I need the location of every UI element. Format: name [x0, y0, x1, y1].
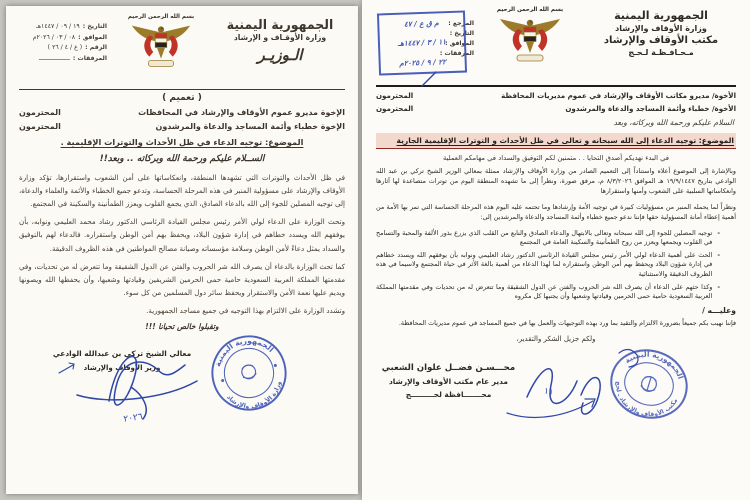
honorific: المحترمون — [19, 122, 61, 131]
dash-marker: - — [717, 228, 720, 237]
office-title: الـوزيـر — [257, 46, 303, 64]
stamp-bottom-text: مكتب الأوقاف والإرشاد ـ لحج — [614, 380, 680, 418]
subject-line-highlighted: الموضوع: توجيه الدعاء إلى الله سبحانه و تعالى في ظل الأحداث و التوترات الإقليمية الجارية — [376, 133, 736, 149]
field-value: ٠٨ / ٠٣ / ٢٠٢٦م — [32, 33, 76, 41]
field-corresponding — [19, 34, 107, 41]
field-label: التاريخ : — [82, 23, 107, 30]
reference-fields — [19, 14, 107, 65]
closing-paragraph: فإننا نهيب بكم جميعاً بضرورة الالتزام والتقيد بما ورد بهذه التوجيهات والعمل بها في جميع المساجد في عموم مديريات المحافظة. — [398, 318, 736, 327]
thanks-line: ولكم جزيل الشكر والتقدير، — [516, 334, 596, 343]
field-attachments — [19, 55, 107, 62]
field-label: المرفقات : — [72, 54, 107, 62]
body-paragraph: وتحث الوزارة على الدعاء لولي الأمر رئيس مجلس القيادة الرئاسي الدكتور رشاد محمد العليمي ونوابه، بأن يوفقهم الله ويسدد خطاهم في إدارة شؤون البلاد، ويحفظ بهم أمن الوطن واستقراره. فالدعاء لهم بالتوفيق والسداد يمثل دعاءً لأمن الوطن وسلامة مؤسساته وصيانة مصالح المواطنين في هذه الظروف الدقيقة. — [19, 217, 345, 253]
yemen-eagle-emblem-icon — [498, 13, 562, 67]
honorific: المحترمون — [376, 104, 414, 113]
letterhead-titles — [215, 14, 345, 64]
page-ministry-circular — [6, 6, 358, 494]
subject-line: الموضوع: توجيه الدعاء في ظل الأحداث والتوترات الإقليمية . — [60, 137, 304, 147]
letterhead — [376, 7, 736, 85]
handwritten-year: ٢٠٢٦ — [122, 412, 144, 425]
list-item — [376, 283, 720, 302]
list-item-text: توجيه المصلين للجوء إلى الله سبحانه وتعالى بالابتهال والدعاء الصادق والنابع من القلب الذي يزرع بذور الألفة والمحبة والتسامح في القلوب ويجمعها ويعزز من روح الطمأنينة والسكينة العامة في المجتمع — [376, 228, 713, 247]
list-item-text: وكذا حثهم على الدعاء أن يصرف الله شر الحروب والفتن عن الدول الشقيقة وما تتعرض له من تحديات وفي مقدمتها المملكة العربية السعودية حامية حمى الحرمين وقيادتها وشعبها وأن يجنبها كل مكروه — [376, 282, 713, 301]
field-label: الرقم : — [85, 44, 107, 51]
addressee-row — [19, 108, 345, 117]
field-label: الموافق : — [78, 33, 107, 41]
bismillah-calligraphy: بسم الله الرحمن الرحيم — [127, 14, 195, 20]
field-value: ( ع / ٤ / ٢٦ ) — [47, 44, 83, 51]
handwritten-slash-mark — [414, 71, 444, 87]
dash-marker: - — [717, 282, 720, 291]
page-lahij-office-letter — [362, 0, 750, 500]
addressee-row — [19, 122, 345, 131]
emblem-block — [474, 7, 586, 71]
ministry-name: وزارة الأوقاف والإرشاد — [615, 24, 707, 33]
yemen-eagle-emblem-icon — [130, 20, 192, 72]
signatory-title: مدير عام مكتب الأوقاف والإرشاد — [388, 376, 508, 386]
field-label: التاريخ : — [449, 30, 474, 37]
stamp-bottom-text: وزارة الأوقاف والإرشاد — [225, 380, 283, 411]
closing-phrase: وتقبلوا خالص تحيانا !!! — [145, 322, 219, 332]
body-paragraph: وتشدد الوزارة على الالتزام بهذا التوجيه في جميع مساجد الجمهورية. — [146, 305, 345, 315]
body-paragraph: ونظراً لما يحمله المنبر من مسؤوليات كبيرة في توجيه الأمة وإرشادها وما تحتمه عليه اليوم هذه المرحلة الحساسة التي تمر بها الأمة من أهمية إعطاء أمانة المسؤولية حقها فإننا ندعو جميع خطباء وأئمة المساجد والدعاة والمرشدين إلى: — [376, 202, 736, 221]
signature-block — [376, 345, 736, 431]
therefore-label: وعليـــه / — [702, 305, 736, 315]
bismillah-calligraphy: بسم الله الرحمن الرحيم — [496, 7, 564, 13]
field-value: ـــــــــــــــــ — [39, 54, 70, 62]
handwritten-gregorian-date: ٢٢ / ٩ / ٢٠٢٥م — [399, 56, 447, 68]
emblem-block — [107, 14, 215, 76]
salutation: السلام عليكم ورحمة الله وبركاته، وبعد — [613, 118, 734, 127]
addressee-row — [376, 91, 736, 100]
list-item — [376, 251, 720, 280]
handwritten-number: ١١ — [542, 386, 555, 398]
field-date — [19, 23, 107, 30]
body-paragraph: في ظل الأحداث والتوترات التي تشهدها المنطقة، وانعكاساتها على أمن الشعوب واستقرارها، تؤكد وزارة الأوقاف والإرشاد على مسؤولية المنبر في هذه المرحلة الحساسة، وتدعو جميع الخطباء والأئمة والعلماء والدعاة، إلى توجيه المصلين للجوء إلى الله بالدعاء الصادق، الذي يجمع القلوب ويعزز الطمأنينة والسكينة في المجتمع. — [19, 173, 345, 209]
honorific: المحترمون — [376, 91, 414, 100]
header-divider — [19, 89, 345, 90]
stamp-top-text: الجمهورية اليمنية — [622, 349, 686, 380]
list-item-text: الحث على أهمية الدعاء لولي الأمر رئيس مجلس القيادة الرئاسي الدكتور رشاد العليمي ونوابه بأن يوفقهم الله ويسدد خطاهم في إدارة شؤون البلاد ويحفظ بهم أمن الوطن واستقراره لما لهذا الدعاء من أهمية بالغة الأثر في حياة المجتمع ولاسيما في هذه الظروف الدقيقة والاستثنائية — [376, 250, 713, 279]
field-value: ١٩ / ٠٩ / ١٤٤٧هـ — [35, 23, 80, 30]
field-label: الموافق : — [445, 40, 474, 47]
signatory-title: وزير الأوقاف والإرشاد — [83, 364, 161, 373]
handwritten-reference: م ق ع / ٤٧ — [403, 18, 439, 29]
signature-block — [19, 333, 345, 425]
dash-marker: - — [717, 250, 720, 259]
list-item — [376, 229, 720, 248]
reference-fields — [376, 7, 474, 85]
circular-label: ( تعميم ) — [162, 93, 202, 103]
addressee-text: الأخوة/ مديرو مكاتب الأوقاف والإرشاد في عموم مديريات المحافظة — [501, 91, 736, 100]
honorific: المحترمون — [19, 108, 61, 117]
director-signature-scribble — [491, 339, 651, 431]
republic-name: الجمهورية اليمنية — [614, 9, 708, 22]
addressee-row — [376, 104, 736, 113]
addressee-text: الإخوة خطباء وأئمة المساجد والدعاة والمرشدون — [155, 122, 345, 131]
signatory-name: معالي الشيخ تركي بن عبدالله الوادعي — [52, 349, 192, 359]
stamp-top-text: الجمهورية اليمنية — [213, 336, 276, 368]
handwritten-hijri-date: ١١ / ٣ / ١٤٤٧هـ — [397, 37, 447, 49]
body-paragraph: وبالإشارة إلى الموضوع أعلاه واستناداً إلى التعميم الصادر من وزارة الأوقاف والإرشاد ممثلة بمعالي الوزير الشيخ تركي بن عبد الله الوادعي بتاريخ ١٩/٩/١٤٤٧ هـ الموافق ٨/٣/٢٠٢٦ م، مرفق صورة، ونظراً إلى ما تشهده المنطقة اليوم من توترات متصاعدة لها آثارها وانعكاساتها السلبية على الشعوب وأمنها واستقرارها — [376, 167, 736, 195]
minister-signature-scribble — [47, 335, 247, 425]
directives-list — [376, 229, 736, 302]
field-label: المرجع : — [448, 20, 474, 27]
governorate-name: مـحـافـظـة لـحـج — [628, 48, 694, 57]
handwritten-reference-box — [377, 10, 467, 75]
field-label: المرفقات : — [439, 50, 474, 57]
republic-name: الجمهورية اليمنية — [226, 16, 334, 33]
addressee-text: الأخوة/ خطباء وأئمة المساجد والدعاة والمرشدون — [565, 104, 736, 113]
body-paragraph: كما تحث الوزارة بالدعاء أن يصرف الله شر الحروب والفتن عن الدول الشقيقة وما تتعرض له من تحديات، وفي مقدمتها المملكة العربية السعودية حامية حمى الحرمين الشريفين وقيادتها وشعبها، وأن يحفظها الله ويصونها ويديم عليها نعمة الأمن والاستقرار ويحفظ سائر دول المسلمين من كل سوء. — [19, 261, 345, 297]
addressee-text: الإخوة مديرو عموم الأوقاف والإرشاد في المحافظات — [138, 108, 345, 117]
letterhead-titles — [586, 7, 736, 57]
greeting-line: في البدء نهديكم أصدق التحايا . . متمنين لكم التوفيق والسداد في مهامكم العملية — [442, 154, 670, 162]
signatory-place: محـــــــافظة لحـــــــــج — [405, 389, 492, 399]
signatory-name: محـــسـن فضــل علوان الشعبي — [381, 362, 516, 373]
office-name: مكتب الأوقاف والإرشاد — [603, 35, 719, 46]
salutation: الســلام عليكم ورحمة الله وبركاته .. وبعد!! — [99, 154, 265, 164]
field-number — [19, 44, 107, 51]
letterhead — [19, 14, 345, 88]
ministry-name: وزارة الأوقـاف و الإرشاد — [233, 33, 327, 42]
